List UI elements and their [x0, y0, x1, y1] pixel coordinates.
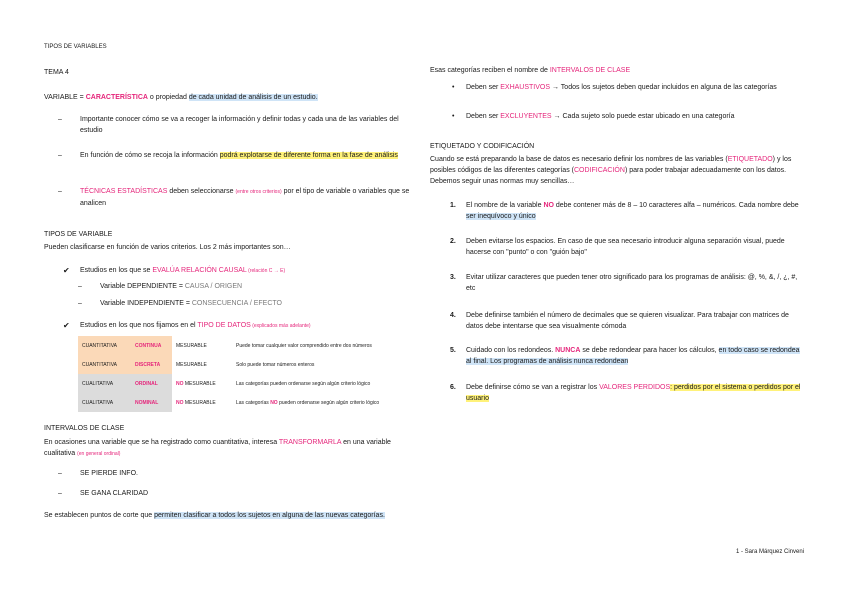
variable-definition: VARIABLE = CARACTERÍSTICA o propiedad de cada unidad de análisis de un estudio. — [44, 94, 318, 101]
tipos-intro: Pueden clasificarse en función de varios criterios. Los 2 más importantes son… — [44, 244, 291, 251]
sub-item-independiente: – Variable INDEPENDIENTE = CONSECUENCIA / EFECTO — [78, 300, 282, 307]
check-item-datos: ✔ Estudios en los que nos fijamos en el TIPO DE DATOS (explicados más adelante) — [63, 321, 311, 330]
categorias-line: Esas categorías reciben el nombre de INTERVALOS DE CLASE — [430, 67, 631, 74]
table-row: CUALITATIVA ORDINAL NO MESURABLE Las categorías pueden ordenarse según algún criterio lógico — [78, 374, 420, 393]
document-title: TIPOS DE VARIABLES — [44, 44, 107, 50]
list-item: 1. El nombre de la variable NO debe contener más de 8 – 10 caracteres alfa – numéricos. Cada nombre debe ser inequívoco y único — [450, 202, 799, 220]
list-item: – TÉCNICAS ESTADÍSTICAS deben seleccionarse (entre otros criterios) por el tipo de variable o variables que se analicen — [58, 188, 410, 207]
table-row: CUALITATIVA NOMINAL NO MESURABLE Las categorías NO pueden ordenarse según algún criterio lógico — [78, 393, 420, 412]
table-row: CUANTITATIVA CONTINUA MESURABLE Puede tomar cualquier valor comprendido entre dos números — [78, 336, 420, 355]
puntos-corte-paragraph: Se establecen puntos de corte que permiten clasificar a todos los sujetos en alguna de las nuevas categorías. — [44, 512, 385, 519]
list-item: 5. Cuidado con los redondeos. NUNCA se debe redondear para hacer los cálculos, en todo caso se redondea al final. Los programas de análisis nunca redondean — [450, 347, 800, 365]
list-item: – SE GANA CLARIDAD — [58, 490, 149, 497]
list-item: – SE PIERDE INFO. — [58, 470, 138, 477]
bullet-exhaustivos: • Deben ser EXHAUSTIVOS → Todos los sujetos deben quedar incluidos en alguna de las categorías — [452, 84, 777, 91]
etiquetado-paragraph: Cuando se está preparando la base de datos es necesario definir los nombres de las variables (ETIQUETADO) y los posibles códigos de las diferentes categorías (CODIFICACIÓN) para poder trabajar adecuadamente con los datos. Debemos seguir unas normas muy sencillas… — [430, 156, 792, 185]
section-title-tipos: TIPOS DE VARIABLE — [44, 231, 113, 238]
list-item: 3. Evitar utilizar caracteres que pueden tener otro significado para los programas de análisis: @, %, &, /, ¿, #, etc — [450, 274, 798, 292]
list-item: 4. Debe definirse también el número de decimales que se quieren visualizar. Para trabajar con matrices de datos debe intentarse que sea visualmente cómoda — [450, 312, 789, 330]
tema-label: TEMA 4 — [44, 69, 69, 76]
page-footer: 1 - Sara Márquez Cinveni — [735, 549, 804, 555]
table-row: CUANTITATIVA DISCRETA MESURABLE Solo puede tomar números enteros — [78, 355, 420, 374]
variable-types-table — [78, 336, 420, 412]
list-item: – En función de cómo se recoja la información podrá explotarse de diferente forma en la fase de análisis — [58, 152, 398, 159]
section-title-intervalos: INTERVALOS DE CLASE — [44, 425, 125, 432]
list-item: – Importante conocer cómo se va a recoger la información y definir todas y cada una de las variables del estudio — [58, 116, 399, 134]
bullet-excluyentes: • Deben ser EXCLUYENTES → Cada sujeto solo puede estar ubicado en una categoría — [452, 113, 735, 120]
section-title-etiquetado: ETIQUETADO Y CODIFICACIÓN — [430, 143, 535, 150]
intervalos-paragraph: En ocasiones una variable que se ha registrado como cuantitativa, interesa TRANSFORMARLA en una variable cualitativa (en general ordinal) — [44, 439, 391, 457]
list-item: 6. Debe definirse cómo se van a registrar los VALORES PERDIDOS: perdidos por el sistema o perdidos por el usuario — [450, 384, 801, 402]
check-item-causal: ✔ Estudios en los que se EVALÚA RELACIÓN CAUSAL (relación C → E) — [63, 266, 286, 275]
list-item: 2. Deben evitarse los espacios. En caso de que sea necesario introducir alguna separación visual, puede hacerse con "punto" o con "guión bajo" — [450, 238, 785, 256]
sub-item-dependiente: – Variable DEPENDIENTE = CAUSA / ORIGEN — [78, 283, 243, 290]
